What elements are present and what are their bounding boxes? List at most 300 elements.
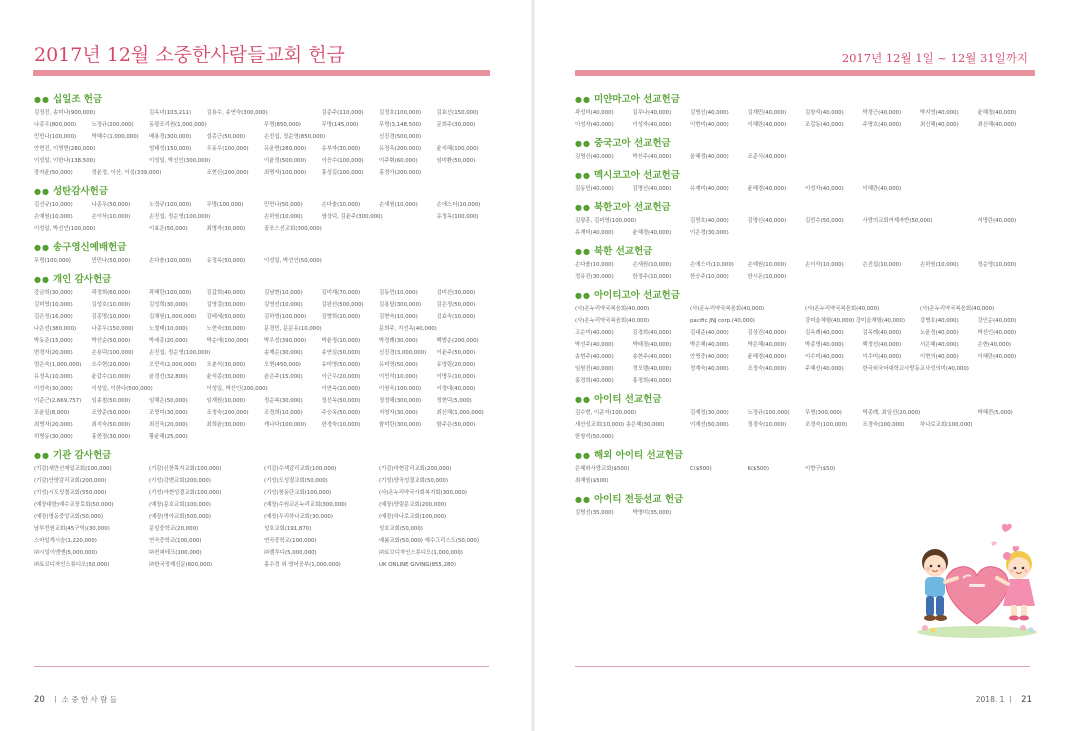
- donor-entry: 문일중학교(20,000): [149, 526, 199, 532]
- offering-section: [34, 92, 494, 179]
- donor-entry: 윤경선(32,800): [149, 374, 188, 380]
- section-title-text: 중국고아 선교헌금: [593, 138, 671, 149]
- donor-entry: (기감)안양감리교회(200,000): [34, 478, 107, 484]
- section-title-text: 십일조 헌금: [52, 94, 103, 105]
- donor-entry: 한승주(10,000): [690, 274, 729, 280]
- donor-entry: 윤갑수(10,000): [91, 374, 131, 380]
- donor-entry: (기성)양곡성결교회(50,000): [379, 478, 448, 484]
- donor-entry: UK ONLINE GIVING(855,280): [379, 562, 456, 568]
- donor-entry: 황윤혜(25,000): [149, 434, 188, 440]
- donor-entry: (예장대한)예수교장로회(50,000): [34, 502, 114, 508]
- donor-entry: 이수미(40,000): [805, 354, 844, 360]
- donor-row: [575, 351, 1037, 363]
- donor-row: [575, 407, 1037, 419]
- donor-entry: 무명(850,000): [264, 122, 301, 128]
- donor-entry: 김재정(30,000): [690, 410, 729, 416]
- donor-entry: 김민수(50,000): [805, 218, 844, 224]
- donor-row: [575, 183, 1037, 195]
- donor-entry: 유윤현(280,000): [264, 146, 307, 152]
- donor-entry: 유정옥(10,000): [34, 374, 73, 380]
- donor-entry: 장지윤(50,000): [34, 170, 73, 176]
- donor-entry: 무명(145,000): [321, 122, 359, 128]
- donor-entry: 지영자(30,000): [379, 410, 418, 416]
- donor-entry: 함미란(300,000): [379, 422, 422, 428]
- bullet-dots-icon: ●●: [34, 451, 50, 460]
- donor-entry: 노정규(100,000): [747, 410, 790, 416]
- donor-entry: ㈜한국정제신문(600,000): [149, 562, 213, 568]
- donor-entry: 홍수경 외 영어공부(1,000,000): [264, 562, 341, 568]
- donor-entry: 서은혜(40,000): [920, 342, 959, 348]
- section-title: [575, 168, 1037, 183]
- section-title: [575, 92, 1037, 107]
- section-title: [575, 200, 1037, 215]
- donor-entry: 박윤정(10,000): [321, 338, 361, 344]
- donor-entry: 이성자(40,000): [632, 122, 672, 128]
- donor-entry: 임송철(50,000): [91, 398, 131, 404]
- donor-entry: 이혜란(40,000): [862, 186, 902, 192]
- donor-entry: 손에스더(10,000): [690, 262, 734, 268]
- donor-entry: 김창석(40,000): [805, 110, 844, 116]
- donor-entry: 박순애(100,000): [206, 338, 249, 344]
- offering-section: [575, 200, 1037, 239]
- donor-entry: 유미영(50,000): [379, 362, 418, 368]
- donor-entry: 조정숙(200,000): [206, 410, 249, 416]
- donor-row: [34, 287, 494, 299]
- donor-entry: 김상진(40,000): [747, 330, 787, 336]
- donor-entry: ㈜시일이엔엔(5,000,000): [34, 550, 98, 556]
- donor-entry: 이혜란(40,000): [747, 122, 787, 128]
- donor-entry: (기감)수색감리교회(100,000): [264, 466, 337, 472]
- donor-row: [34, 255, 494, 267]
- section-title: [34, 184, 494, 199]
- bottom-rule: [575, 666, 1030, 667]
- donor-entry: 손다솔(100,000): [149, 258, 192, 264]
- donor-row: [34, 431, 494, 443]
- donor-row: [575, 107, 1037, 119]
- donor-entry: 박선인(40,000): [977, 330, 1017, 336]
- donor-entry: (예장)문호교회(100,000): [149, 502, 211, 508]
- donor-entry: 무명(100,000): [34, 258, 71, 264]
- donor-entry: 박은혜(40,000): [690, 342, 729, 348]
- donor-entry: 김갑희(40,000): [206, 290, 246, 296]
- donor-row: [575, 119, 1037, 131]
- donor-row: [575, 227, 1037, 239]
- donor-entry: (예장)수원교온누리교회(300,000): [264, 502, 347, 508]
- donor-entry: 유정옥(200,000): [379, 146, 422, 152]
- donor-entry: 허명동(30,000): [34, 434, 73, 440]
- donor-entry: 김무나(40,000): [632, 110, 672, 116]
- donor-row: [34, 547, 494, 559]
- donor-entry: 김성호(10,000): [91, 302, 131, 308]
- donor-entry: 윤석종(30,000): [206, 374, 246, 380]
- offering-section: [575, 448, 1037, 487]
- donor-entry: 김명신(40,000): [632, 186, 672, 192]
- section-title: [34, 448, 494, 463]
- donor-row: [34, 143, 494, 155]
- donor-entry: 김경희(40,000): [632, 330, 672, 336]
- donor-entry: 조갑동(40,000): [805, 122, 844, 128]
- donor-entry: 나은선(380,000): [34, 326, 77, 332]
- donor-entry: 최신해(40,000): [977, 122, 1017, 128]
- donor-row: [34, 559, 494, 571]
- donor-entry: 노철태(10,000): [149, 326, 188, 332]
- donor-entry: 곽해란(100,000): [149, 290, 192, 296]
- bullet-dots-icon: ●●: [575, 247, 591, 256]
- title-underline-bar: [33, 70, 490, 76]
- donor-row: [34, 155, 494, 167]
- donor-entry: 노정규(100,000): [149, 202, 192, 208]
- donor-entry: 김영선(10,000): [264, 302, 303, 308]
- donor-entry: 민민나(50,000): [264, 202, 303, 208]
- donor-entry: 임재원(10,000): [206, 398, 246, 404]
- donor-entry: ㈜컨퍼테크(100,000): [149, 550, 202, 556]
- donor-entry: 유미영(50,000): [321, 362, 361, 368]
- footer-date: 2018. 1 ㅣ: [975, 695, 1015, 704]
- donor-entry: 윤혜경(40,000): [690, 154, 729, 160]
- donor-entry: 신진경(3,000,000): [379, 350, 427, 356]
- donor-entry: 은혜와사랑교회($500): [575, 466, 630, 472]
- left-offering-list: [34, 92, 494, 576]
- donor-entry: (사)온누리약국사회복지회(300,000): [379, 490, 467, 496]
- section-title-text: 멕시코고아 선교헌금: [593, 170, 680, 181]
- bullet-dots-icon: ●●: [575, 395, 591, 404]
- donor-entry: 설총근(50,000): [206, 134, 246, 140]
- section-title-text: 북한 선교헌금: [593, 246, 653, 257]
- donor-entry: 문희주, 지선옥(40,000): [379, 326, 437, 332]
- donor-entry: 김정호(100,000): [379, 110, 422, 116]
- donor-entry: 윤은주(15,000): [264, 374, 303, 380]
- donor-entry: 김은정(50,000): [436, 302, 476, 308]
- donor-row: [34, 311, 494, 323]
- right-footer: [976, 694, 1032, 705]
- donor-entry: 스마일게시슴(1,220,000): [34, 538, 97, 544]
- section-title: [575, 392, 1037, 407]
- donor-entry: 이성일, 박선인(100,000): [34, 226, 96, 232]
- donor-row: [34, 199, 494, 211]
- donor-entry: 엄은숙(1,000,000): [34, 362, 82, 368]
- donor-entry: 김미선(30,000): [436, 290, 476, 296]
- donor-entry: 김효숙(10,000): [436, 314, 476, 320]
- donor-entry: 최재원($500): [575, 478, 609, 484]
- donor-row: [575, 271, 1037, 283]
- donor-entry: 무명(100,000): [206, 202, 244, 208]
- donor-entry: 오현(450,000): [264, 362, 301, 368]
- donor-entry: 이준근(2,669,757): [34, 398, 82, 404]
- donor-entry: 김명신(40,000): [747, 218, 787, 224]
- donor-entry: 김정진, 송미나(900,000): [34, 110, 96, 116]
- donor-entry: 이성일, 박선인(50,000): [264, 258, 322, 264]
- bullet-dots-icon: ●●: [34, 187, 50, 196]
- donor-entry: 정경숙(10,000): [747, 422, 787, 428]
- donor-row: [34, 371, 494, 383]
- donor-entry: 유재미(40,000): [690, 186, 729, 192]
- donor-entry: (사)온누리약국복음회(40,000): [575, 306, 650, 312]
- donor-entry: 조현신(200,000): [206, 170, 249, 176]
- section-title: [575, 492, 1037, 507]
- offering-section: [575, 288, 1037, 387]
- donor-entry: 김미재(70,000): [321, 290, 361, 296]
- donor-entry: 박우성(390,000): [264, 338, 307, 344]
- donor-row: [34, 119, 494, 131]
- donor-entry: 유부자(30,000): [321, 146, 361, 152]
- donor-entry: 조정희(10,000): [264, 410, 303, 416]
- donor-entry: ㈜토브디자인스튜디오(1,000,000): [379, 550, 463, 556]
- donor-entry: 주혜선(40,000): [805, 366, 844, 372]
- section-title-text: 해외 아이티 선교헌금: [593, 450, 684, 461]
- donor-entry: 안현진, 이명현(280,000): [34, 146, 96, 152]
- donor-entry: (사)온누리약국복음회(40,000): [920, 306, 995, 312]
- donor-entry: 조경숙(100,000): [862, 422, 905, 428]
- donor-row: [34, 299, 494, 311]
- donor-entry: 이민석(10,000): [379, 374, 418, 380]
- offering-section: [575, 392, 1037, 443]
- left-footer: [34, 694, 117, 705]
- donor-row: [34, 535, 494, 547]
- donor-entry: 이효은(50,000): [149, 226, 188, 232]
- donor-entry: 주승옥(50,000): [321, 410, 361, 416]
- donor-entry: 나종우(800,000): [34, 122, 77, 128]
- donor-entry: 백정선(40,000): [862, 342, 902, 348]
- donor-entry: 김명신(40,000): [575, 154, 614, 160]
- offering-section: [575, 244, 1037, 283]
- donor-entry: 이성일, 박선인(200,000): [206, 386, 268, 392]
- section-title: [575, 288, 1037, 303]
- donor-entry: 이현미(40,000): [690, 122, 729, 128]
- donor-entry: 이성일, 이한나(138,500): [34, 158, 96, 164]
- donor-entry: 함주은(50,000): [436, 422, 476, 428]
- donor-entry: 남부전원교회(45구역)(30,000): [34, 526, 110, 532]
- section-title: [575, 244, 1037, 259]
- donor-entry: 한경숙(10,000): [321, 422, 361, 428]
- donor-entry: 주명호(40,000): [862, 122, 902, 128]
- donor-entry: 윤혜경(40,000): [977, 110, 1017, 116]
- donor-entry: 김남현(10,000): [264, 290, 303, 296]
- donor-entry: 이윤주(50,000): [436, 350, 476, 356]
- donor-entry: 정현덕(5,000): [436, 398, 472, 404]
- donor-entry: 김수현, 이준자(100,000): [575, 410, 637, 416]
- donor-entry: 강금희(30,000): [34, 290, 73, 296]
- donor-entry: 김명호(40,000): [690, 218, 729, 224]
- donor-entry: 윤혜경(40,000): [632, 230, 672, 236]
- section-title-text: 아이티고아 선교헌금: [593, 290, 680, 301]
- donor-entry: 손이삭(10,000): [805, 262, 844, 268]
- donor-entry: 배용경(300,000): [149, 134, 192, 140]
- donor-entry: ㈜토브디자인스튜디오(50,000): [34, 562, 110, 568]
- offering-section: [575, 92, 1037, 131]
- donor-entry: 손새원(10,000): [379, 202, 418, 208]
- donor-entry: K($500): [747, 466, 769, 472]
- donor-entry: 유정옥(50,000): [206, 258, 246, 264]
- donor-entry: pacific JNJ corp.(40,000): [690, 318, 755, 324]
- offering-section: [34, 184, 494, 235]
- bullet-dots-icon: ●●: [575, 291, 591, 300]
- donor-entry: 김용달(300,000): [379, 302, 422, 308]
- donor-entry: 캐나다(100,000): [264, 422, 307, 428]
- donor-entry: 손다솔(10,000): [575, 262, 614, 268]
- donor-entry: 홍정희(40,000): [575, 378, 614, 384]
- donor-entry: 강미을체험(40,000) 강미을체험(40,000): [805, 318, 905, 324]
- donor-entry: 송연실(50,000): [321, 350, 361, 356]
- donor-entry: 송제순(30,000): [264, 350, 303, 356]
- donor-entry: 박종례, 최임선(20,000): [862, 410, 921, 416]
- donor-entry: 예봄교회(50,000) 예수그리스도(50,000): [379, 538, 479, 544]
- donor-entry: 나종우(150,000): [91, 326, 134, 332]
- donor-entry: 정계숙(40,000): [690, 366, 729, 372]
- donor-entry: 김성희(30,000): [149, 302, 188, 308]
- donor-entry: 이성숙(30,000): [34, 386, 73, 392]
- donor-entry: (기성)시도성결교회(550,000): [34, 490, 107, 496]
- donor-entry: (예장)우리하나교회(30,000): [264, 514, 333, 520]
- donor-entry: 강인순(40,000): [977, 318, 1017, 324]
- donor-entry: 조경숙(100,000): [805, 422, 848, 428]
- section-title-text: 개인 감사헌금: [52, 274, 112, 285]
- donor-entry: 손진섭, 정순영(100,000): [149, 350, 211, 356]
- donor-entry: 윤혜경(40,000): [747, 354, 787, 360]
- donor-entry: 김옥례(40,000): [805, 330, 844, 336]
- children-with-heart-illustration: [911, 512, 1041, 640]
- section-title: [575, 448, 1037, 463]
- page-number: 21: [1021, 695, 1032, 705]
- donor-row: [34, 359, 494, 371]
- donor-row: [575, 363, 1037, 375]
- donor-entry: 박혜수(1,000,000): [91, 134, 139, 140]
- donor-entry: 정유진(30,000): [575, 274, 614, 280]
- donor-entry: 이현의(40,000): [920, 354, 959, 360]
- bullet-dots-icon: ●●: [575, 139, 591, 148]
- donor-entry: 박종명(40,000): [805, 342, 844, 348]
- donor-entry: 김명신(40,000): [690, 110, 729, 116]
- donor-entry: 손이삭(10,000): [91, 214, 131, 220]
- offering-section: [34, 448, 494, 571]
- donor-entry: 홍정희(40,000): [632, 378, 672, 384]
- section-title-text: 북한고아 선교헌금: [593, 202, 671, 213]
- donor-entry: 민민나(100,000): [34, 134, 77, 140]
- donor-entry: 강병호(40,000): [920, 318, 959, 324]
- section-title-text: 미얀마고아 선교헌금: [593, 94, 680, 105]
- donor-row: [575, 327, 1037, 339]
- donor-entry: 김준주(110,000): [321, 110, 364, 116]
- donor-row: [34, 487, 494, 499]
- donor-entry: 이재선(50,000): [690, 422, 729, 428]
- title-underline-bar: [575, 70, 1035, 76]
- donor-entry: 박명미(35,000): [632, 510, 672, 516]
- donor-entry: 이원욱(100,000): [379, 386, 422, 392]
- donor-entry: 정순복(30,000): [264, 398, 303, 404]
- donor-entry: 김완선(500,000): [321, 302, 364, 308]
- donor-entry: 박선주(40,000): [575, 342, 614, 348]
- donor-entry: 김대준(40,000): [690, 330, 729, 336]
- section-title-text: 성탄감사헌금: [52, 186, 109, 197]
- donor-entry: 김옥례(40,000): [862, 330, 902, 336]
- bullet-dots-icon: ●●: [575, 495, 591, 504]
- donor-entry: 김명선(35,000): [575, 510, 614, 516]
- donor-entry: 오춘석(30,000): [206, 362, 246, 368]
- donor-row: [34, 131, 494, 143]
- donor-row: [575, 215, 1037, 227]
- bullet-dots-icon: ●●: [34, 275, 50, 284]
- donor-entry: 홍성길(100,000): [321, 170, 364, 176]
- donor-entry: 곽정희(60,000): [91, 290, 131, 296]
- section-title: [34, 272, 494, 287]
- page-number: 20: [34, 695, 45, 705]
- offering-section: [575, 168, 1037, 195]
- bullet-dots-icon: ●●: [34, 95, 50, 104]
- donor-entry: 김현숙(10,000): [379, 314, 418, 320]
- donor-entry: 김태세(50,000): [206, 314, 246, 320]
- donor-entry: 박정례(30,000): [379, 338, 418, 344]
- donor-entry: 박지영(40,000): [920, 110, 959, 116]
- donor-entry: 최지숙(50,000): [91, 422, 131, 428]
- donor-entry: 최명자(20,000): [34, 422, 73, 428]
- donor-entry: 윤혜경(40,000): [747, 186, 787, 192]
- donor-entry: 노현숙(30,000): [206, 326, 246, 332]
- donor-entry: (기성)아현성결교회(100,000): [149, 490, 222, 496]
- donor-row: [34, 419, 494, 431]
- donor-entry: 백범순(200,000): [436, 338, 479, 344]
- donor-entry: 변경자(20,000): [34, 350, 73, 356]
- donor-row: [575, 431, 1037, 443]
- donor-entry: 정윤정, 이산, 이실(339,000): [91, 170, 162, 176]
- donor-entry: 손에스더(10,000): [436, 202, 481, 208]
- donor-entry: 정정해(300,000): [379, 398, 422, 404]
- donor-entry: 하나로교회(100,000): [920, 422, 973, 428]
- offering-section: [34, 272, 494, 443]
- donor-entry: 정순영(10,000): [977, 262, 1017, 268]
- donor-row: [575, 303, 1037, 315]
- donor-entry: 연곡중학교(100,000): [149, 538, 202, 544]
- donor-entry: 문희주(30,000): [436, 122, 476, 128]
- donor-entry: 손진섭, 정순영(100,000): [149, 214, 211, 220]
- donor-entry: 임미환(50,000): [436, 158, 476, 164]
- section-title: [34, 240, 494, 255]
- donor-entry: 손진섭, 정순영(850,000): [264, 134, 326, 140]
- donor-entry: 새산성교회(10,000) 송은혜(30,000): [575, 422, 665, 428]
- donor-row: [34, 211, 494, 223]
- donor-entry: 최희윤(30,000): [206, 422, 246, 428]
- donor-row: [575, 375, 1037, 387]
- donor-entry: 김재민(40,000): [747, 110, 787, 116]
- donor-entry: (기감)마현감리교회(200,000): [379, 466, 452, 472]
- donor-entry: 무명(3,148,500): [379, 122, 422, 128]
- donor-entry: 무명(300,000): [805, 410, 842, 416]
- bullet-dots-icon: ●●: [575, 451, 591, 460]
- donor-entry: 한창석(50,000): [575, 434, 614, 440]
- right-offering-list: [575, 92, 1037, 524]
- donor-entry: 송현주(40,000): [632, 354, 672, 360]
- bullet-dots-icon: ●●: [575, 203, 591, 212]
- donor-entry: 손예원(10,000): [34, 214, 73, 220]
- donor-entry: 엄태성(150,000): [149, 146, 192, 152]
- donor-entry: 골포스선교회(300,000): [264, 226, 322, 232]
- donor-entry: 김효선(150,000): [436, 110, 479, 116]
- donor-entry: (사)온누리약국복음회(40,000): [690, 306, 765, 312]
- donor-entry: 손진섭(10,000): [862, 262, 902, 268]
- donor-entry: 동광조리원(1,000,000): [149, 122, 207, 128]
- donor-entry: 민민나(50,000): [91, 258, 131, 264]
- donor-entry: 염상덕, 김윤주(300,000): [321, 214, 383, 220]
- donor-entry: (기성)강변교회(200,000): [149, 478, 211, 484]
- donor-entry: 윤지혜(100,000): [436, 146, 479, 152]
- donor-entry: 임원진(40,000): [575, 366, 614, 372]
- donor-entry: (사)온누리약국복음회(40,000): [805, 306, 880, 312]
- donor-entry: 최신해(1,000,000): [436, 410, 484, 416]
- donor-entry: 김하명(100,000): [264, 314, 307, 320]
- donor-entry: 김미영(10,000): [34, 302, 73, 308]
- donor-entry: 성호교회(191,870): [264, 526, 312, 532]
- donor-entry: 이성일, 이한나(500,000): [91, 386, 153, 392]
- donor-row: [34, 475, 494, 487]
- bullet-dots-icon: ●●: [575, 95, 591, 104]
